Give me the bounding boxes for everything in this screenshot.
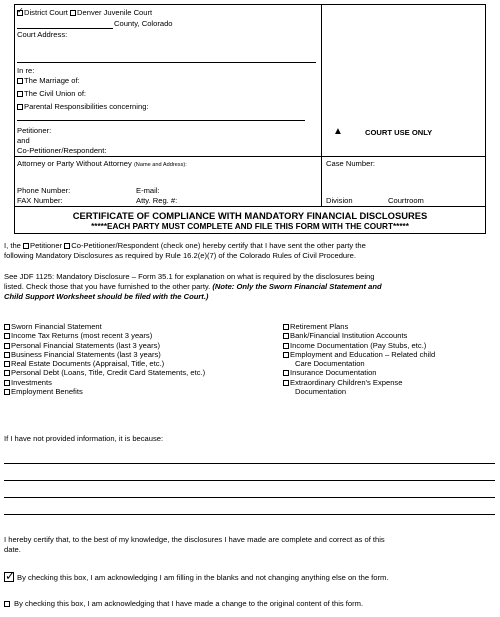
parental-label: Parental Responsibilities concerning:	[24, 102, 149, 111]
ack-changed-content	[4, 599, 363, 608]
disclosure-checkbox[interactable]	[4, 389, 10, 395]
certify-line-1: I hereby certify that, to the best of my knowledge, the disclosures I have made are complete and correct as of this	[4, 535, 385, 544]
disclosure-checkbox[interactable]	[283, 333, 289, 339]
disclosure-item	[4, 341, 205, 350]
disclosure-item	[4, 359, 205, 368]
disclosure-label: Employment Benefits	[11, 387, 83, 397]
co-petitioner-label: Co-Petitioner/Respondent:	[17, 146, 107, 155]
civil-union-label: The Civil Union of:	[24, 89, 87, 98]
cert-line-2: following Mandatory Disclosures as required by Rule 16.2(e)(7) of the Colorado Rules of Civil Procedure.	[4, 251, 357, 260]
disclosure-label: Income Tax Returns (most recent 3 years)	[11, 331, 153, 341]
disclosure-list-left	[4, 322, 205, 396]
parties-line	[17, 120, 305, 121]
disclosure-checkbox[interactable]	[4, 333, 10, 339]
disclosure-label: Real Estate Documents (Appraisal, Title, etc.)	[11, 359, 165, 369]
denver-juvenile-label: Denver Juvenile Court	[77, 8, 153, 17]
county-blank	[17, 28, 113, 29]
not-provided-label: If I have not provided information, it is because:	[4, 434, 164, 443]
see-line-1: See JDF 1125: Mandatory Disclosure – Form 35.1 for explanation on what is required by the disclosures being	[4, 272, 375, 281]
email-label: E-mail:	[136, 186, 160, 195]
cert-intro: I, the	[4, 241, 21, 250]
see-paragraph	[4, 272, 496, 302]
disclosure-checkbox[interactable]	[283, 343, 289, 349]
disclosure-checkbox[interactable]	[283, 352, 289, 358]
attorney-note: (Name and Address):	[133, 162, 187, 168]
disclosure-item	[4, 322, 205, 331]
civil-union-option	[17, 89, 86, 98]
marriage-checkbox[interactable]	[17, 78, 23, 84]
disclosure-checkbox[interactable]	[4, 370, 10, 376]
disclosure-checkbox[interactable]	[4, 343, 10, 349]
caption-divider	[321, 4, 322, 207]
disclosure-item	[283, 341, 435, 350]
see-note-1: (Note: Only the Sworn Financial Statement and	[212, 282, 382, 291]
court-address-line	[17, 62, 316, 63]
county-label: County, Colorado	[114, 19, 173, 28]
reason-line[interactable]	[4, 497, 495, 498]
denver-juvenile-checkbox[interactable]	[70, 10, 76, 16]
disclosure-list-right	[283, 322, 435, 396]
disclosure-item	[283, 368, 435, 377]
disclosure-checkbox[interactable]	[4, 380, 10, 386]
in-re-label: In re:	[17, 66, 35, 75]
disclosure-label: Personal Debt (Loans, Title, Credit Card Statements, etc.)	[11, 368, 206, 378]
disclosure-item-continued: Documentation	[295, 387, 347, 397]
marriage-label: The Marriage of:	[24, 76, 80, 85]
see-line-2: listed. Check those that you have furnished to the other party.	[4, 282, 211, 291]
disclosure-label: Business Financial Statements (last 3 years)	[11, 349, 161, 359]
certification-paragraph	[4, 241, 496, 261]
disclosure-label: Insurance Documentation	[290, 368, 377, 378]
reason-line[interactable]	[4, 514, 495, 515]
disclosure-label: Retirement Plans	[290, 322, 349, 331]
co-petitioner-checkbox[interactable]	[64, 243, 70, 249]
fax-label: FAX Number:	[17, 196, 63, 205]
atty-reg-label: Atty. Reg. #:	[136, 196, 178, 205]
disclosure-label: Bank/Financial Institution Accounts	[290, 331, 408, 341]
see-note-2: Child Support Worksheet should be filed with the Court.)	[4, 292, 209, 301]
case-number-label: Case Number:	[326, 159, 375, 168]
ack-filling-label: By checking this box, I am acknowledging I am filling in the blanks and not changing anything else on the form.	[17, 573, 389, 582]
form-instruction: *****EACH PARTY MUST COMPLETE AND FILE THIS FORM WITH THE COURT*****	[91, 222, 409, 231]
disclosure-label: Income Documentation (Pay Stubs, etc.)	[290, 340, 427, 350]
district-court-label: District Court	[24, 8, 68, 17]
ack-filling-checkbox[interactable]	[4, 572, 14, 582]
disclosure-item	[283, 331, 435, 340]
caption-attorney-line	[14, 156, 486, 157]
and-label: and	[17, 136, 30, 145]
reason-line[interactable]	[4, 480, 495, 481]
marriage-option	[17, 76, 80, 85]
disclosure-label: Employment and Education – Related child	[290, 349, 436, 359]
ack-changed-label: By checking this box, I am acknowledging that I have made a change to the original content of this form.	[14, 599, 364, 608]
disclosure-item	[4, 331, 205, 340]
petitioner-option: Petitioner	[30, 241, 63, 250]
certify-statement	[4, 535, 496, 555]
co-petitioner-option: Co-Petitioner/Respondent (check one) hereby certify that I have sent the other party the	[71, 241, 366, 250]
disclosure-item	[283, 322, 435, 331]
court-selection	[17, 8, 152, 17]
division-label: Division	[326, 196, 353, 205]
court-address-label: Court Address:	[17, 30, 68, 39]
disclosure-item-continued: Care Documentation	[295, 359, 365, 369]
disclosure-label: Personal Financial Statements (last 3 years)	[11, 340, 160, 350]
disclosure-item	[283, 378, 435, 387]
ack-filling-blanks	[4, 572, 388, 582]
disclosure-item	[4, 378, 205, 387]
attorney-label	[17, 159, 187, 170]
disclosure-item	[4, 368, 205, 377]
disclosure-checkbox[interactable]	[4, 361, 10, 367]
disclosure-item	[283, 350, 435, 359]
court-use-label: COURT USE ONLY	[365, 128, 433, 137]
court-use-arrow-icon: ▲	[333, 126, 343, 137]
disclosure-item	[4, 387, 205, 396]
petitioner-checkbox[interactable]	[23, 243, 29, 249]
parental-option	[17, 102, 149, 111]
disclosure-item	[4, 350, 205, 359]
ack-changed-checkbox[interactable]	[4, 601, 10, 607]
attorney-text: Attorney or Party Without Attorney	[17, 159, 132, 168]
phone-label: Phone Number:	[17, 186, 71, 195]
disclosure-label: Investments	[11, 377, 52, 387]
disclosure-checkbox[interactable]	[283, 370, 289, 376]
disclosure-label: Sworn Financial Statement	[11, 322, 102, 331]
disclosure-label: Extraordinary Children's Expense	[290, 377, 403, 387]
reason-line[interactable]	[4, 463, 495, 464]
courtroom-label: Courtroom	[388, 196, 424, 205]
parental-checkbox[interactable]	[17, 104, 23, 110]
district-court-checkbox[interactable]	[17, 10, 23, 16]
disclosure-checkbox[interactable]	[283, 324, 289, 330]
certify-line-2: date.	[4, 545, 21, 554]
form-title: CERTIFICATE OF COMPLIANCE WITH MANDATORY FINANCIAL DISCLOSURES	[72, 210, 428, 221]
disclosure-checkbox[interactable]	[283, 380, 289, 386]
civil-union-checkbox[interactable]	[17, 91, 23, 97]
disclosure-checkbox[interactable]	[4, 352, 10, 358]
petitioner-label: Petitioner:	[17, 126, 52, 135]
disclosure-checkbox[interactable]	[4, 324, 10, 330]
